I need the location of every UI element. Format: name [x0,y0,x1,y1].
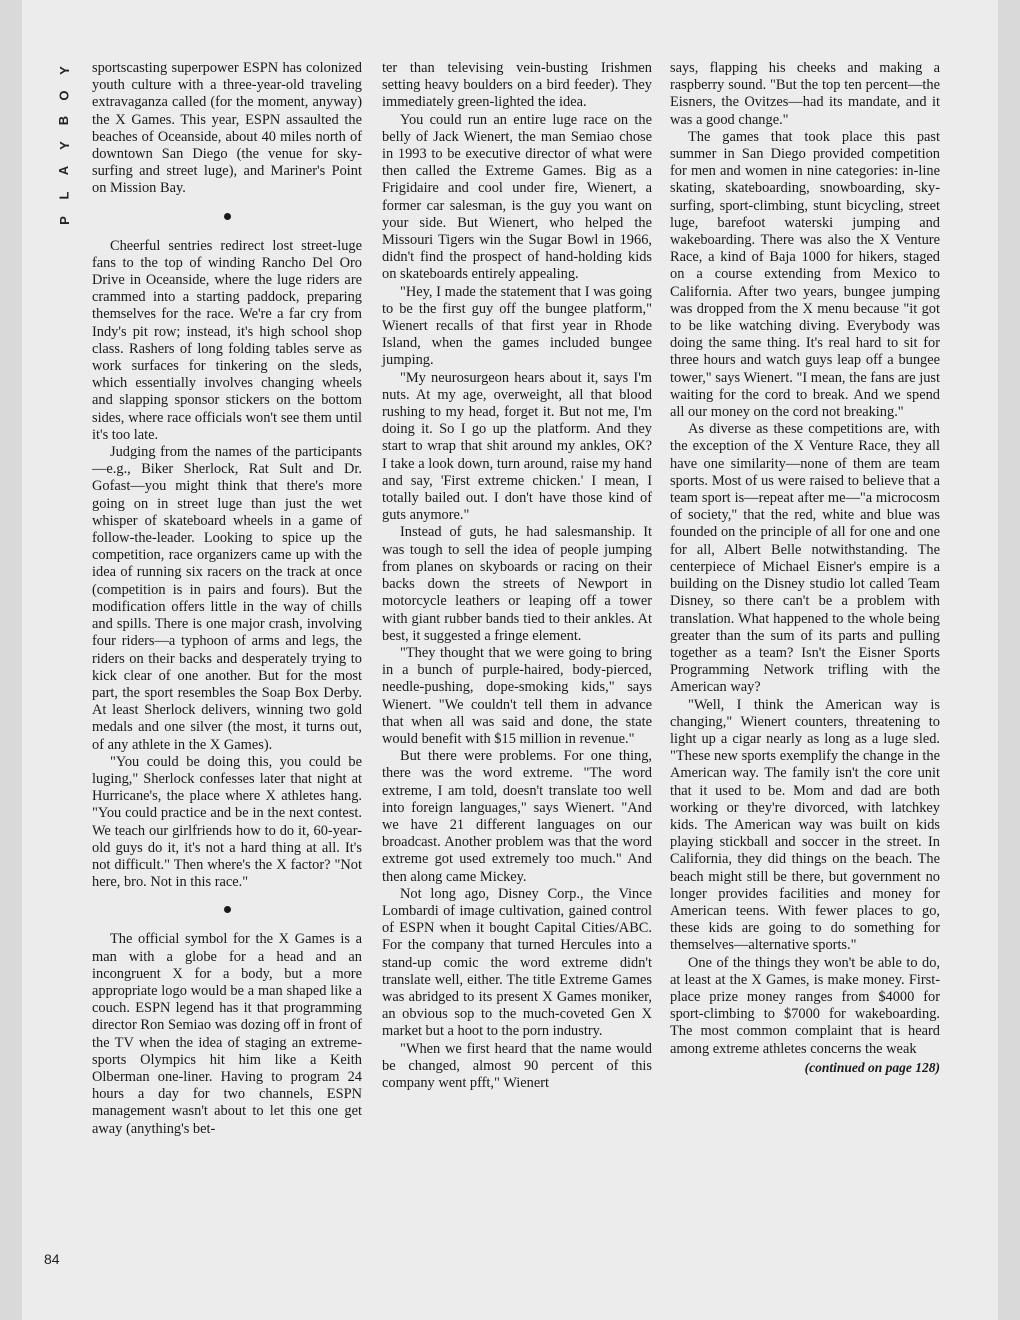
page-number: 84 [44,1251,60,1267]
article-paragraph: The games that took place this past summer in San Diego provided competition for men and women in nine categories: in-line skating, skateboarding, snowboarding, sky-surfing, sport-climbing, stunt bicycling, street luge, barefoot waterski jumping and wakeboarding. There was also the X Venture Race, a kind of Baja 1000 for hikers, staged on a course extending from Mexico to California. After two years, bungee jumping was dropped from the X menu because "it got to be like watching diving. Everybody was doing the same thing. It's real hard to sit for three hours and watch guys leap off a bungee tower," says Wienert. "I mean, the fans are just waiting for the cord to break. And we spend all our money on the cord not breaking." [670,128,940,421]
article-paragraph: The official symbol for the X Games is a man with a globe for a head and an incongruent X for a body, but a more appropriate logo would be a man shaped like a couch. ESPN legend has it that programming director Ron Semiao was dozing off in front of the TV when the idea of staging an extreme-sports Olympics hit him like a Keith Olberman one-liner. Having to program 24 hours a day for two channels, ESPN management wasn't about to let this one get away (anything's bet- [92,931,362,1137]
article-paragraph: "Hey, I made the statement that I was going to be the first guy off the bungee platform," Wienert recalls of that first year in Rhode Island, when the games included bungee jumping. [382,283,652,369]
masthead-letter: Y [56,141,72,150]
masthead-letter: L [56,191,72,200]
article-paragraph: "You could be doing this, you could be luging," Sherlock confesses later that night at Hurricane's, the place where X athletes hang. "You could practice and be in the next contest. We teach our girlfriends how to do it, 60-year-old guys do it, it's not a hard thing at all. It's not difficult." Then where's the X factor? "Not here, bro. Not in this race." [92,753,362,891]
article-paragraph: Instead of guts, he had salesmanship. It was tough to sell the idea of people jumping from planes on skyboards or racing on their backs down the streets of Newport in motorcycle leathers or leaping off a tower with giant rubber bands tied to their ankles. At best, it suggested a fringe element. [382,524,652,644]
text-column-3 [670,60,940,1076]
magazine-page [22,0,998,1320]
article-paragraph: says, flapping his cheeks and making a raspberry sound. "But the top ten percent—the Eisners, the Ovitzes—had its mandate, and it was a good change." [670,60,940,128]
continued-note: (continued on page 128) [804,1059,940,1075]
article-paragraph: Not long ago, Disney Corp., the Vince Lombardi of image cultivation, gained control of ESPN when it bought Capital Cities/ABC. For the company that turned Hercules into a stand-up comic the word extreme didn't translate well, either. The title Extreme Games was abridged to its present X Games moniker, an obvious sop to the much-coveted Gen X market but a hoot to the porn industry. [382,885,652,1040]
masthead-letter: A [56,165,72,176]
text-column-2 [382,60,652,1092]
section-break-bullet [92,901,362,915]
article-paragraph: "My neurosurgeon hears about it, says I'm nuts. At my age, overweight, all that blood rushing to my head, forget it. But not me, I'm doing it. So I go up the platform. And they start to wrap that shit around my ankles, OK? I take a look down, turn around, raise my hand and say, 'First extreme chicken.' I mean, I totally bailed out. I don't have those kind of guts anymore." [382,369,652,524]
masthead-letter: Y [56,66,72,75]
article-paragraph: sportscasting superpower ESPN has colonized youth culture with a three-year-old traveling extravaganza called (for the moment, anyway) the X Games. This year, ESPN assaulted the beaches of Oceanside, about 40 miles north of downtown San Diego (the venue for sky-surfing and street luge), and Mariner's Point on Mission Bay. [92,60,362,197]
article-paragraph: One of the things they won't be able to do, at least at the X Games, is make money. First-place prize money ranges from $4000 for sport-climbing to $7000 for wakeboarding. The most common complaint that is heard among extreme athletes concerns the weak [670,954,940,1057]
text-column-1 [92,60,362,1138]
article-paragraph: As diverse as these competitions are, with the exception of the X Venture Race, they all have one similarity—none of them are team sports. Most of us were raised to believe that a team sport is—repeat after me—"a microcosm of society," that the red, white and blue was founded on the principle of all for one and one for all, Albert Belle notwithstanding. The centerpiece of Michael Eisner's empire is a building on the Disney studio lot called Team Disney, so there can't be a problem with translation. What happened to the whole being greater than the sum of its parts and pulling together as a team? Isn't the Eisner Sports Programming Network trifling with the American way? [670,421,940,696]
article-paragraph: "They thought that we were going to bring in a bunch of purple-haired, body-pierced, needle-pushing, dope-smoking kids," says Wienert. "We couldn't tell them in advance that when all was said and done, the state would benefit with $15 million in revenue." [382,644,652,747]
masthead-letter: B [56,115,72,126]
article-paragraph: You could run an entire luge race on the belly of Jack Wienert, the man Semiao chose in 1993 to be executive director of what were then called the Extreme Games. Big as a Frigidaire and cool under fire, Wienert, a former car salesman, is the guy you want on your side. But Wienert, who helped the Missouri Tigers win the Sugar Bowl in 1966, didn't find the prospect of hand-holding kids on skateboards entirely appealing. [382,111,652,283]
article-paragraph: Judging from the names of the participants—e.g., Biker Sherlock, Rat Sult and Dr. Gofast—you might think that there's more going on in street luge than just the wet whisper of skateboard wheels in a game of follow-the-leader. Looking to spice up the competition, race organizers came up with the idea of running six racers on the track at once (competition is in pairs and fours). But the modification offers little in the way of chills and spills. There is one major crash, involving four riders—a typhoon of arms and legs, the riders on their backs and desperately trying to kick clear of one another. But for the most part, the sport resembles the Soap Box Derby. At least Sherlock delivers, winning two gold medals and one silver (the most, it turns out, of any athlete in the X Games). [92,444,362,753]
masthead-letter: P [56,216,72,225]
magazine-masthead [52,58,76,233]
article-paragraph: "When we first heard that the name would be changed, almost 90 percent of this company went pfft," Wienert [382,1040,652,1091]
article-paragraph: Cheerful sentries redirect lost street-luge fans to the top of winding Rancho Del Oro Drive in Oceanside, where the luge riders are crammed into a starting paddock, preparing themselves for the race. We're a far cry from Indy's pit row; instead, it's high school shop class. Rashers of long folding tables serve as work surfaces for tinkering on the sleds, which essentially involves changing wheels and slapping sponsor stickers on the bottom sides, where race officials won't see them until it's too late. [92,237,362,443]
article-paragraph: ter than televising vein-busting Irishmen setting heavy boulders on a bird feeder). They immediately green-lighted the idea. [382,60,652,111]
section-break-bullet [92,208,362,222]
masthead-letter: O [56,90,72,101]
article-paragraph: "Well, I think the American way is changing," Wienert counters, threatening to light up a cigar nearly as long as a luge sled. "These new sports exemplify the change in the American way. The family isn't the core unit that it used to be. Mom and dad are both working or they're divorced, with latchkey kids. The American way was built on kids playing stickball and soccer in the street. In California, they did things on the beach. The beach might still be there, but government no longer provides facilities and money for American teens. With fewer places to go, these kids are going to do something for themselves—alternative sports." [670,696,940,954]
article-paragraph: But there were problems. For one thing, there was the word extreme. "The word extreme, I am told, doesn't translate too well into foreign languages," says Wienert. "And we have 21 different languages on our broadcast. Another problem was that the word extreme got used extremely too much." And then along came Mickey. [382,748,652,885]
